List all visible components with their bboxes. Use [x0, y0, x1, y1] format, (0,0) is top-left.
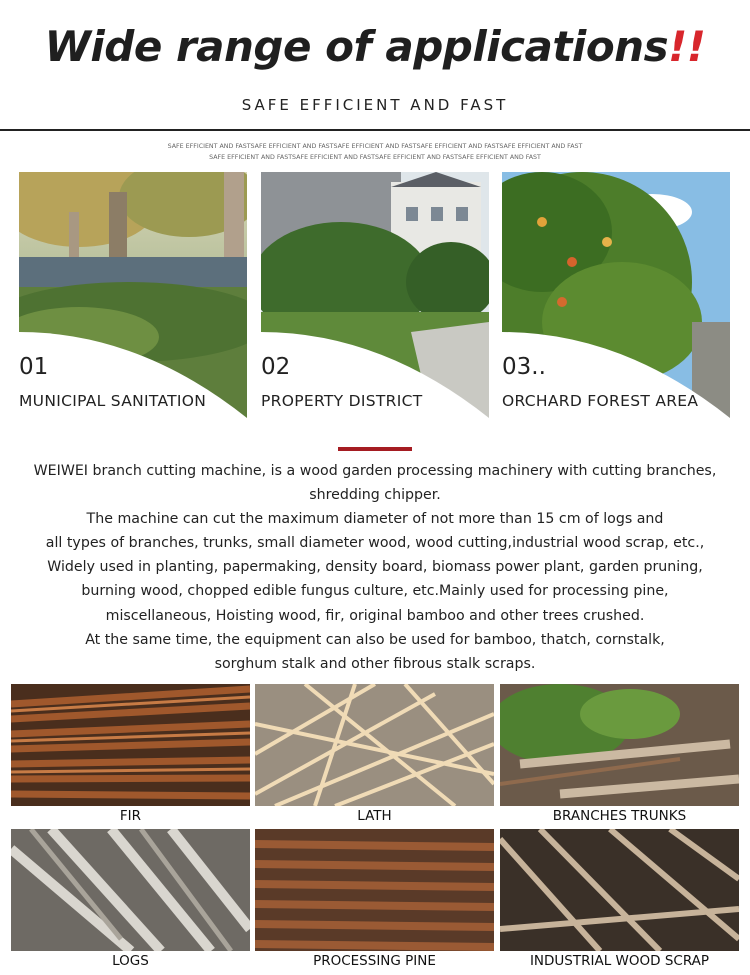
- application-label: ORCHARD FOREST AREA: [502, 392, 699, 410]
- application-card-property: [261, 172, 489, 418]
- page-title: [0, 22, 750, 71]
- description-line: Widely used in planting, papermaking, density board, biomass power plant, garden pruning,: [47, 559, 703, 576]
- lath-photo: [255, 684, 494, 806]
- title-exclamation: !!: [668, 22, 706, 71]
- header-divider: [0, 129, 750, 131]
- repeated-tagline-1: SAFE EFFICIENT AND FASTSAFE EFFICIENT AND FASTSAFE EFFICIENT AND FASTSAFE EFFICIENT AND FASTSAFE EFFICIENT AND FAST: [167, 143, 583, 150]
- description-line: all types of branches, trunks, small diameter wood, wood cutting,industrial wood scrap, etc.,: [45, 535, 705, 552]
- description-line: WEIWEI branch cutting machine, is a wood garden processing machinery with cutting branches,: [33, 463, 717, 479]
- application-number: 03..: [502, 354, 546, 380]
- application-number: 01: [19, 354, 49, 380]
- description-line: shredding chipper.: [309, 487, 441, 504]
- description-line: burning wood, chopped edible fungus culture, etc.Mainly used for processing pine,: [81, 583, 669, 600]
- industrial-wood-scrap-photo: [500, 829, 739, 951]
- processing-pine-photo: [255, 829, 494, 951]
- material-label: FIR: [119, 808, 142, 824]
- material-label: PROCESSING PINE: [313, 953, 436, 969]
- page-subtitle: SAFE EFFICIENT AND FAST: [241, 96, 509, 114]
- title-text: Wide range of applications: [44, 22, 669, 71]
- material-label: LATH: [357, 808, 392, 824]
- description-line: sorghum stalk and other fibrous stalk scraps.: [214, 655, 536, 672]
- application-label: MUNICIPAL SANITATION: [19, 392, 207, 410]
- material-label: LOGS: [112, 953, 149, 969]
- application-card-municipal: [19, 172, 247, 418]
- fir-photo: [11, 684, 250, 806]
- description-line: miscellaneous, Hoisting wood, fir, original bamboo and other trees crushed.: [105, 607, 645, 624]
- card-white-curve: [19, 172, 247, 418]
- description-line: The machine can cut the maximum diameter of not more than 15 cm of logs and: [86, 511, 664, 528]
- description-line: At the same time, the equipment can also be used for bamboo, thatch, cornstalk,: [85, 631, 665, 648]
- application-card-orchard: [502, 172, 730, 418]
- card-white-curve: [261, 172, 489, 418]
- card-white-curve: [502, 172, 730, 418]
- application-number: 02: [261, 354, 291, 380]
- branches-trunks-photo: [500, 684, 739, 806]
- logs-photo: [11, 829, 250, 951]
- material-label: INDUSTRIAL WOOD SCRAP: [529, 953, 710, 969]
- accent-bar: [338, 447, 412, 451]
- application-label: PROPERTY DISTRICT: [261, 392, 423, 410]
- repeated-tagline-2: SAFE EFFICIENT AND FASTSAFE EFFICIENT AND FASTSAFE EFFICIENT AND FASTSAFE EFFICIENT AND FAST: [209, 154, 541, 161]
- material-label: BRANCHES TRUNKS: [552, 808, 687, 824]
- product-description: [0, 459, 750, 676]
